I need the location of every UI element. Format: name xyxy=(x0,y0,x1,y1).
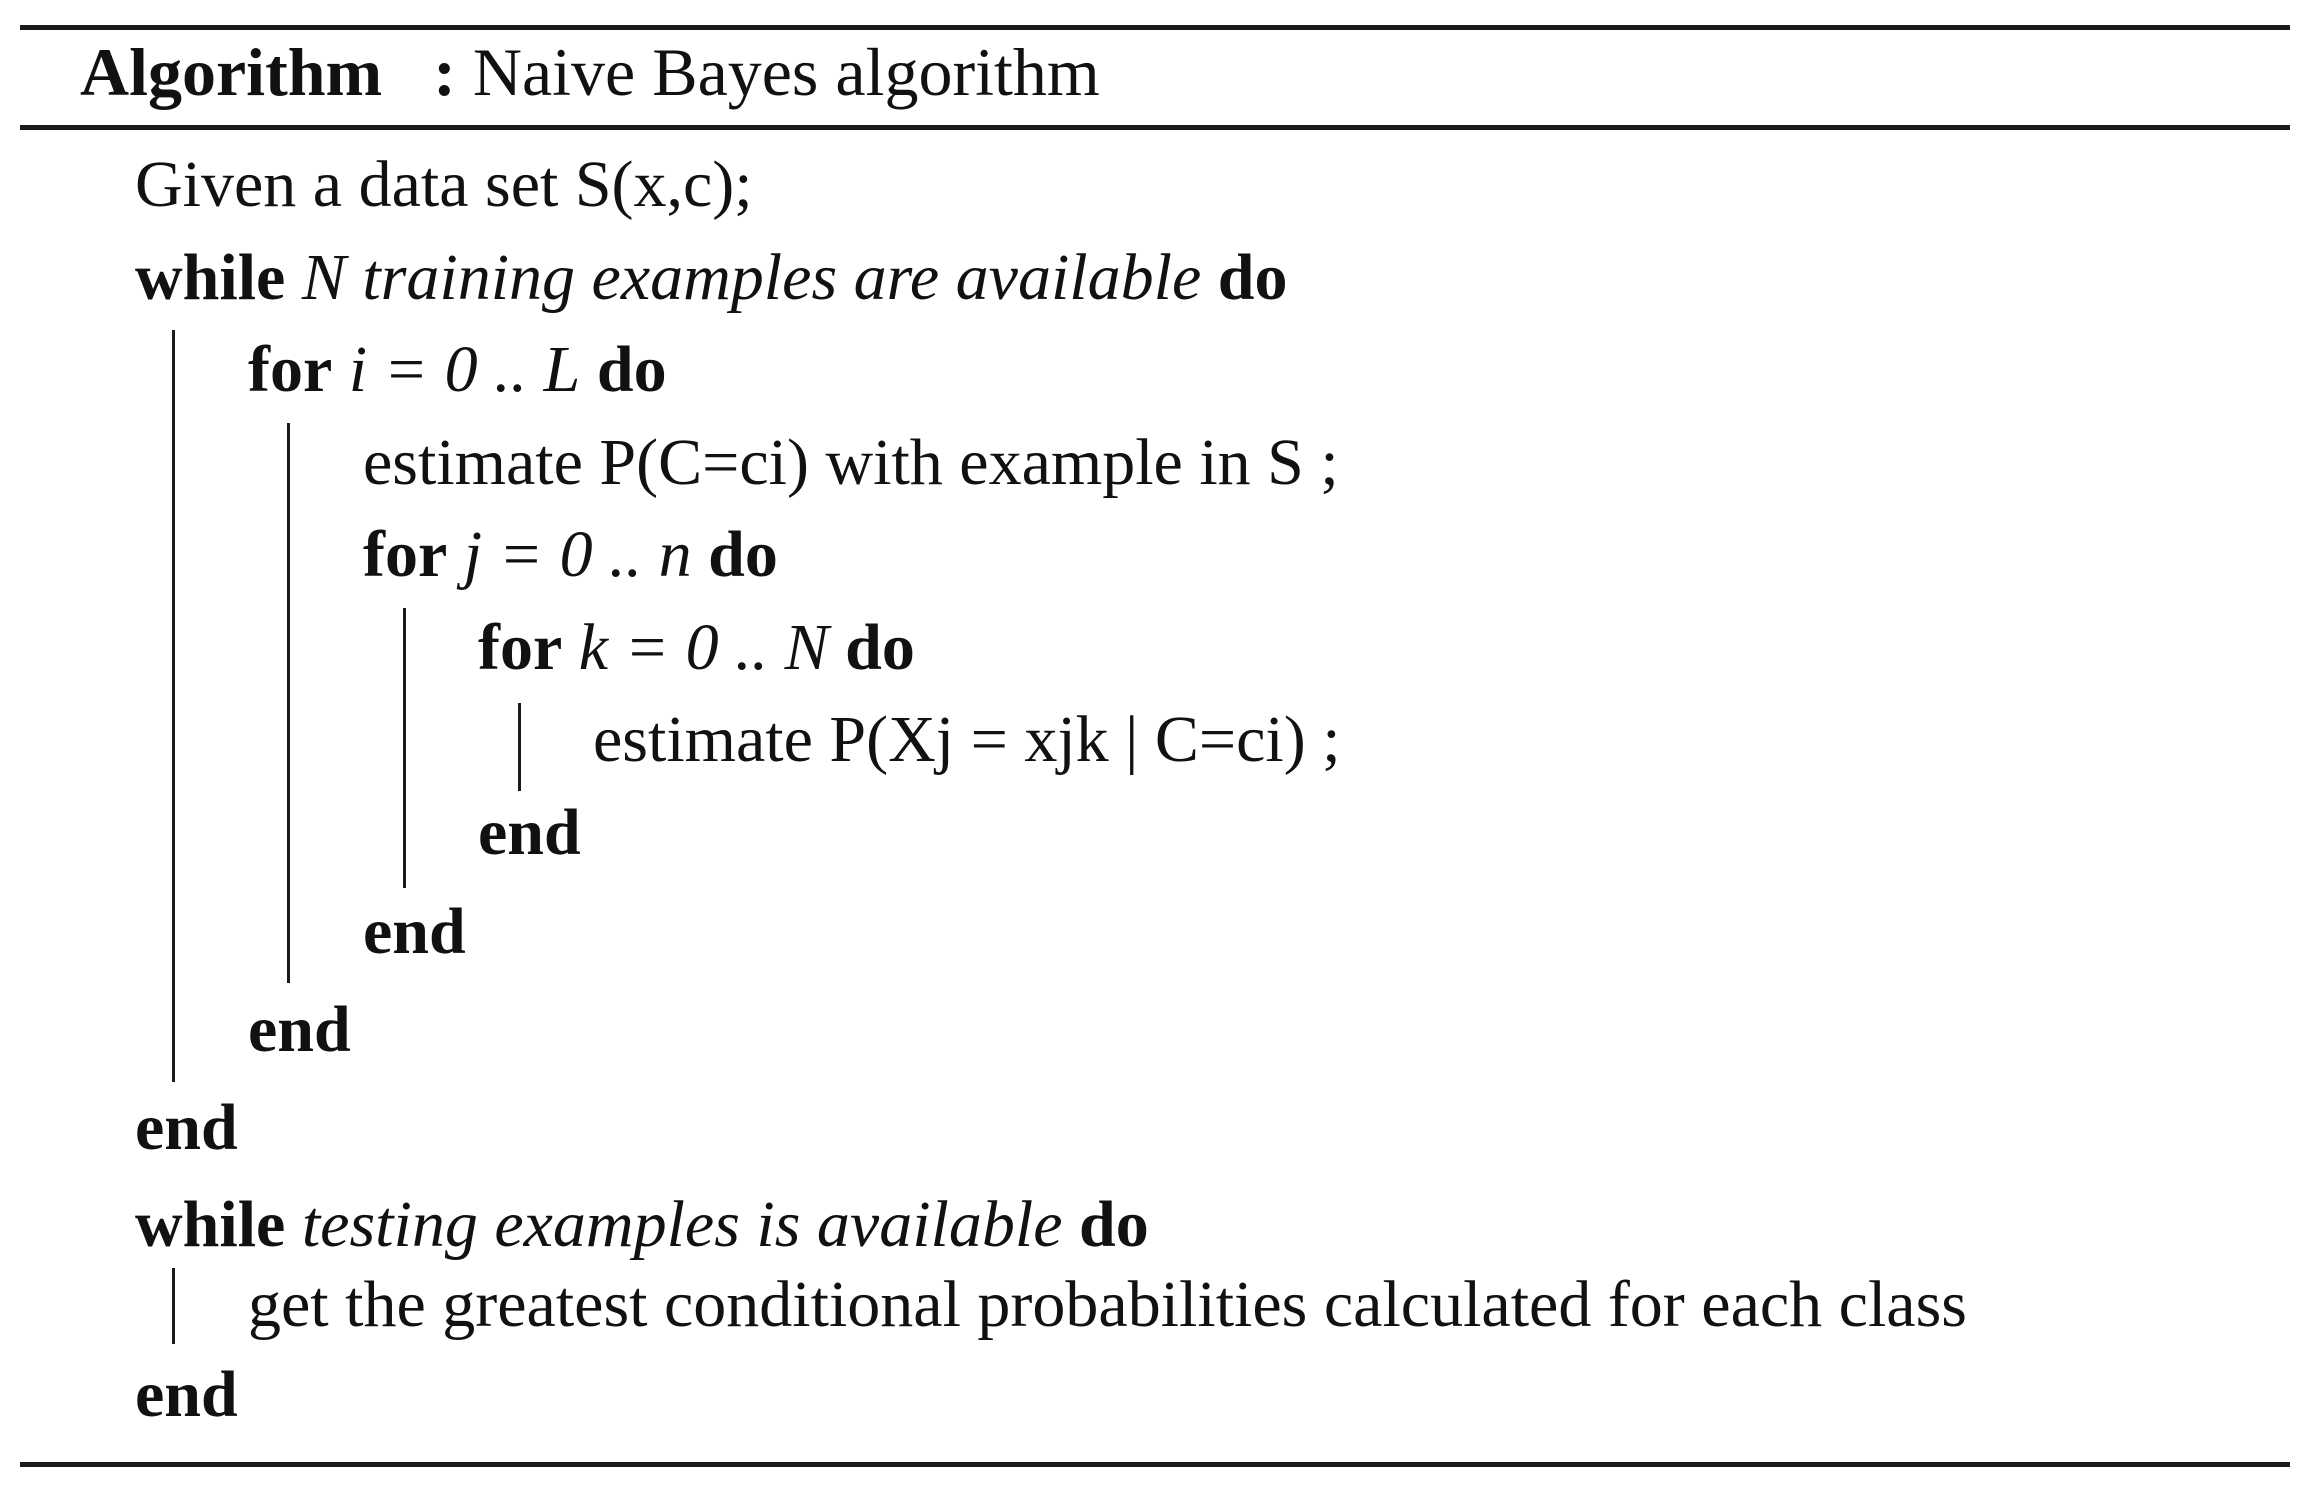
estimate-conditional-line: estimate P(Xj = xjk | C=ci) ; xyxy=(593,703,1341,776)
top-rule xyxy=(20,25,2290,30)
do-keyword: do xyxy=(596,333,667,406)
while-keyword: while xyxy=(135,1188,286,1261)
for-i-block-bar xyxy=(287,423,290,983)
algorithm-header xyxy=(80,32,1100,112)
algorithm-separator: : xyxy=(433,34,456,110)
do-keyword: do xyxy=(708,518,778,591)
do-keyword: do xyxy=(1079,1188,1149,1261)
given-line: Given a data set S(x,c); xyxy=(135,148,753,221)
end-for-k: end xyxy=(478,796,581,869)
for-k-range: k = 0 .. N xyxy=(578,611,829,684)
while-testing-line xyxy=(135,1185,1149,1265)
while-keyword: while xyxy=(135,241,286,314)
for-j-line xyxy=(363,515,778,595)
for-k-line xyxy=(478,608,915,688)
for-j-range: j = 0 .. n xyxy=(463,518,692,591)
while-testing-condition: testing examples is available xyxy=(301,1188,1063,1261)
while-block-bar xyxy=(172,330,175,1082)
for-j-block-bar xyxy=(403,608,406,888)
do-keyword: do xyxy=(845,611,915,684)
for-keyword: for xyxy=(248,333,333,406)
for-i-range: i = 0 .. L xyxy=(348,333,581,406)
algorithm-label: Algorithm xyxy=(80,34,383,110)
end-for-i: end xyxy=(248,993,351,1066)
for-k-block-bar xyxy=(518,703,521,791)
end-while-training: end xyxy=(135,1091,238,1164)
while-testing-block-bar xyxy=(172,1268,175,1344)
get-greatest-line: get the greatest conditional probabilities calculated for each class xyxy=(248,1268,1967,1341)
bottom-rule xyxy=(20,1462,2290,1467)
end-for-j: end xyxy=(363,895,466,968)
while-condition: N training examples are available xyxy=(301,241,1202,314)
estimate-prior-line: estimate P(C=ci) with example in S ; xyxy=(363,426,1339,499)
algorithm-title: Naive Bayes algorithm xyxy=(472,34,1100,110)
for-keyword: for xyxy=(478,611,563,684)
do-keyword: do xyxy=(1217,241,1288,314)
for-i-line xyxy=(248,330,667,410)
for-keyword: for xyxy=(363,518,448,591)
end-while-testing: end xyxy=(135,1358,238,1431)
while-training-line xyxy=(135,238,1287,318)
header-rule xyxy=(20,125,2290,130)
